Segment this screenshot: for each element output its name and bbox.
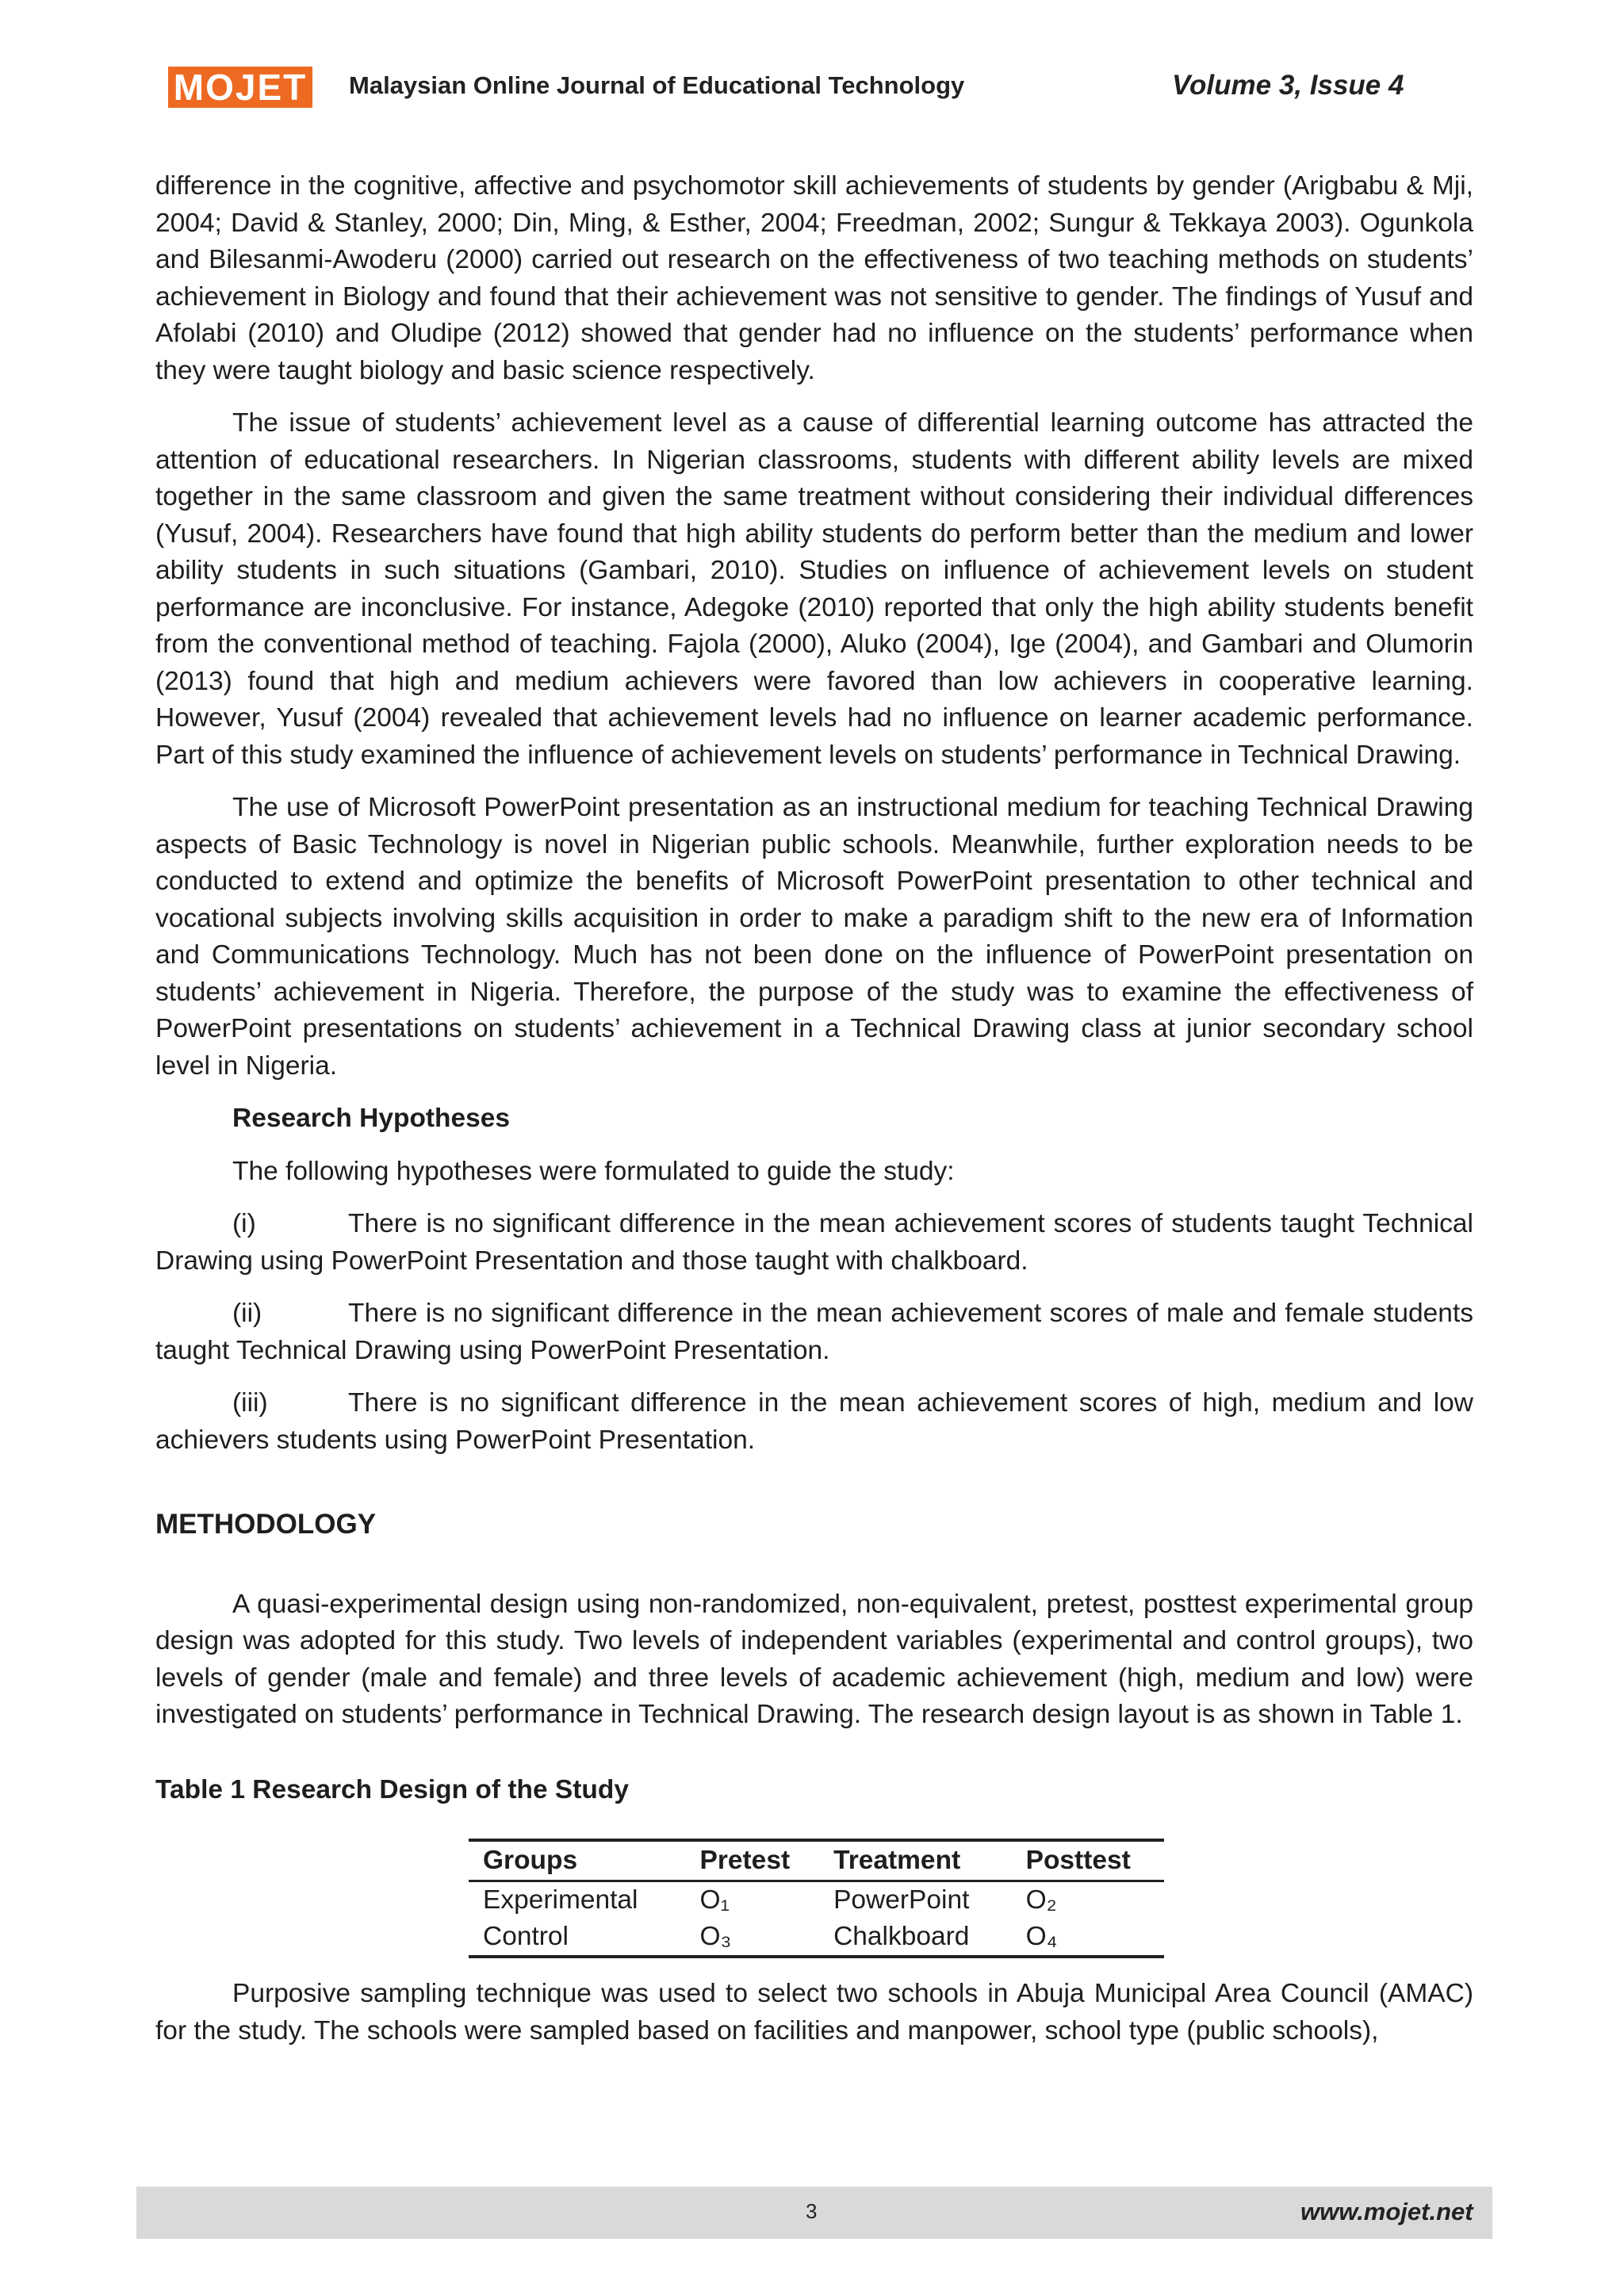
table-header-cell: Groups	[469, 1840, 686, 1881]
table-header-cell: Posttest	[1012, 1840, 1164, 1881]
table-cell: Chalkboard	[819, 1919, 1012, 1957]
table-header-cell: Treatment	[819, 1840, 1012, 1881]
hypothesis-number: (i)	[232, 1209, 256, 1238]
table-cell: PowerPoint	[833, 1885, 970, 1915]
table-cell: O₁	[699, 1885, 730, 1915]
table-row	[469, 1881, 1164, 1919]
hypothesis-text: There is no significant difference in the mean achievement scores of male and female students taught Technical Drawing using PowerPoint Presentation.	[155, 1299, 1473, 1365]
paragraph: difference in the cognitive, affective and psychomotor skill achievements of students by gender (Arigbabu & Mji, 2004; David & Stanley, 2000; Din, Ming, & Esther, 2004; Freedman, 2002; Sungur & Tekkaya 2003). Ogunkola and Bilesanmi-Awoderu (2000) carried out research on the effectiveness of two teaching methods on students’ achievement in Biology and found that their achievement was not sensitive to gender. The findings of Yusuf and Afolabi (2010) and Oludipe (2012) showed that gender had no influence on the students’ performance when they were taught biology and basic science respectively.	[155, 171, 1473, 385]
hypothesis-number: (ii)	[232, 1299, 262, 1328]
table-cell: O₂	[1025, 1885, 1057, 1915]
hypothesis-item	[155, 1295, 1473, 1369]
research-design-table	[469, 1839, 1164, 1958]
table-cell: Control	[469, 1919, 686, 1957]
journal-logo: MOJET	[168, 67, 312, 108]
paragraph: The use of Microsoft PowerPoint presentation as an instructional medium for teaching Technical Drawing aspects of Basic Technology is novel in Nigerian public schools. Meanwhile, further exploration needs to be conducted to extend and optimize the benefits of Microsoft PowerPoint presentation to other technical and vocational subjects involving skills acquisition in order to make a paradigm shift to the new era of Information and Communications Technology. Much has not been done on the influence of PowerPoint presentation on students’ achievement in Nigeria. Therefore, the purpose of the study was to examine the effectiveness of PowerPoint presentations on students’ achievement in a Technical Drawing class at junior secondary school level in Nigeria.	[155, 793, 1473, 1081]
article-body	[155, 168, 1473, 2049]
hypothesis-item	[155, 1206, 1473, 1280]
volume-issue: Volume 3, Issue 4	[1172, 70, 1404, 101]
closing-paragraph: Purposive sampling technique was used to select two schools in Abuja Municipal Area Council (AMAC) for the study. The schools were sampled based on facilities and manpower, school type (public schools),	[155, 1979, 1473, 2045]
table-row	[469, 1919, 1164, 1957]
table-cell: Experimental	[483, 1885, 638, 1915]
hypothesis-text: There is no significant difference in the mean achievement scores of students taught Technical Drawing using PowerPoint Presentation and those taught with chalkboard.	[155, 1209, 1473, 1276]
hypotheses-intro: The following hypotheses were formulated to guide the study:	[232, 1156, 955, 1186]
table-caption: Table 1 Research Design of the Study	[155, 1774, 629, 1804]
website-link[interactable]: www.mojet.net	[1300, 2198, 1473, 2225]
table-header-cell: Pretest	[686, 1840, 820, 1881]
research-hypotheses-heading: Research Hypotheses	[232, 1104, 511, 1133]
table-cell: O₄	[1012, 1919, 1164, 1957]
journal-name: Malaysian Online Journal of Educational Technology	[349, 71, 965, 99]
paragraph: The issue of students’ achievement level as a cause of differential learning outcome has attracted the attention of educational researchers. In Nigerian classrooms, students with different ability levels are mixed together in the same classroom and given the same treatment without considering their individual differences (Yusuf, 2004). Researchers have found that high ability students do perform better than the medium and lower ability students in such situations (Gambari, 2010). Studies on influence of achievement levels on student performance are inconclusive. For instance, Adegoke (2010) reported that only the high ability students benefit from the conventional method of teaching. Fajola (2000), Aluko (2004), Ige (2004), and Gambari and Olumorin (2013) found that high and medium achievers were favored than low achievers in cooperative learning. However, Yusuf (2004) revealed that achievement levels had no influence on learner academic performance. Part of this study examined the influence of achievement levels on students’ performance in Technical Drawing.	[155, 408, 1473, 770]
hypothesis-text: There is no significant difference in the mean achievement scores of high, medium and low achievers students using PowerPoint Presentation.	[155, 1388, 1473, 1455]
table-cell: O₃	[686, 1919, 820, 1957]
hypothesis-number: (iii)	[232, 1388, 268, 1418]
methodology-heading: METHODOLOGY	[155, 1509, 377, 1540]
hypothesis-item	[155, 1385, 1473, 1459]
methodology-paragraph: A quasi-experimental design using non-randomized, non-equivalent, pretest, posttest experimental group design was adopted for this study. Two levels of independent variables (experimental and control groups), two levels of gender (male and female) and three levels of academic achievement (high, medium and low) were investigated on students’ performance in Technical Drawing. The research design layout is as shown in Table 1.	[155, 1589, 1473, 1729]
table-header-row	[469, 1840, 1164, 1881]
page-number: 3	[806, 2199, 818, 2223]
